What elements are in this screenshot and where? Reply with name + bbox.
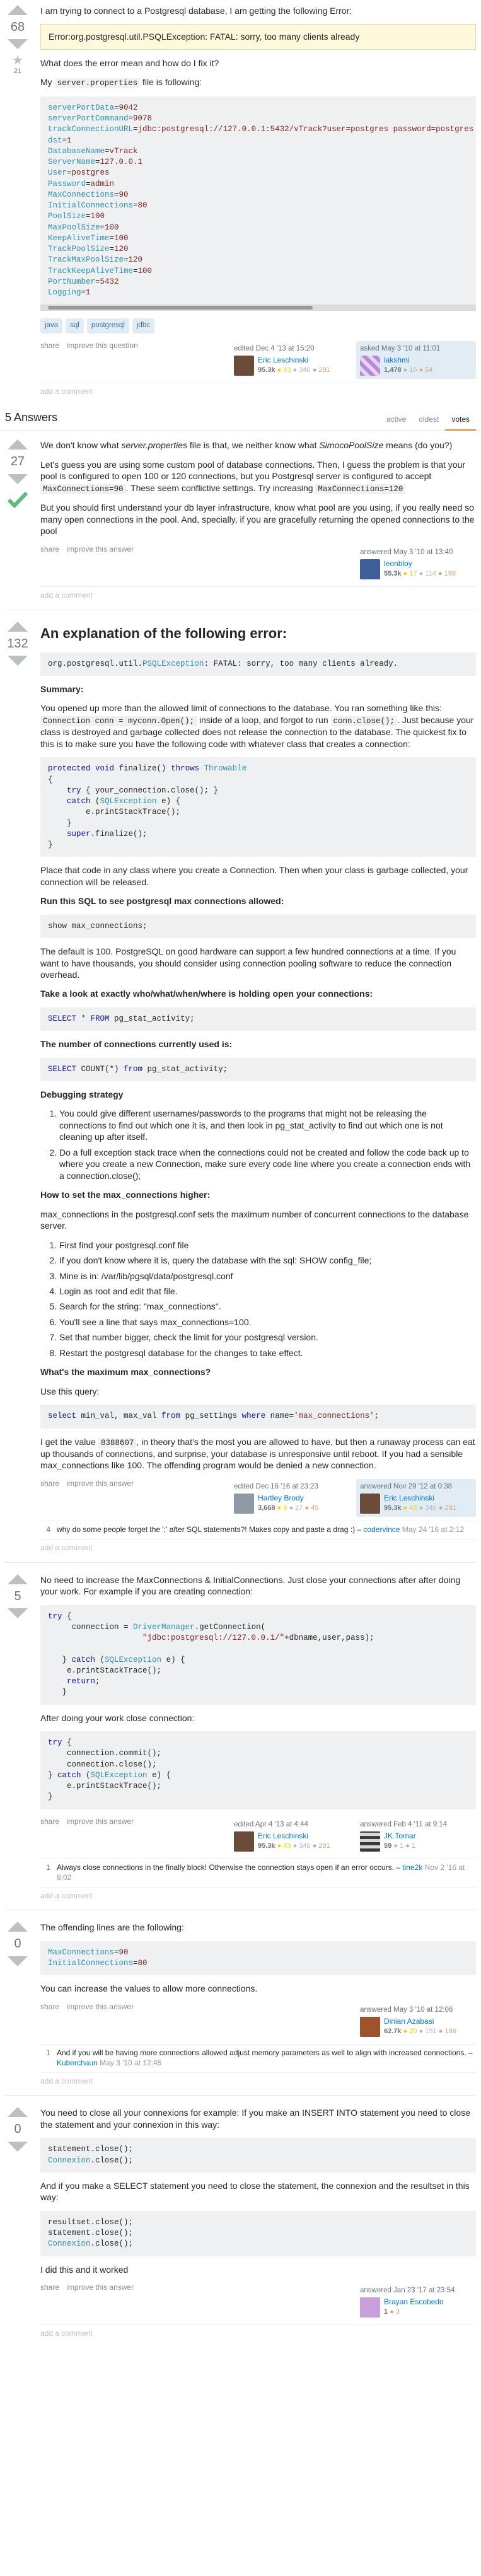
share-link[interactable]: share — [40, 2283, 60, 2292]
user-name[interactable]: Hartley Brody — [258, 1494, 304, 1503]
comment-score: 4 — [46, 1525, 50, 1535]
answer-paragraph: Place that code in any class where you create a Connection. Then when your class is garbage collected, your connection will be released. — [40, 865, 468, 887]
answered-date: answered May 3 '10 at 12:06 — [360, 2005, 453, 2014]
steps-list — [59, 1239, 476, 1359]
tab-oldest[interactable]: oldest — [419, 414, 439, 424]
question-intro: I am trying to connect to a Postgresql database, I am getting the following Error: — [40, 6, 352, 16]
reputation: 95.3k — [258, 1842, 275, 1850]
post-menu — [40, 1479, 139, 1489]
code-block: MaxConnections=90 InitialConnections=80 — [40, 1941, 476, 1976]
comments — [40, 1521, 476, 1562]
upvote-arrow-icon[interactable] — [8, 622, 28, 632]
vote-count: 132 — [7, 636, 28, 651]
user-name[interactable]: lakshmi — [384, 355, 410, 364]
error-code: org.postgresql.util.PSQLException: FATAL: sorry, too many clients already. — [40, 653, 476, 676]
post-menu — [40, 2283, 139, 2293]
file-line: My server.properties file is following: — [40, 77, 202, 88]
avatar[interactable] — [360, 1831, 380, 1852]
avatar[interactable] — [360, 2017, 380, 2037]
reputation: 1 — [384, 2308, 388, 2316]
avatar[interactable] — [360, 2297, 380, 2318]
answer-paragraph: You opened up more than the allowed limit of connections to the database. You ran something like this: Connection conn = myconn.Open(); inside of a loop, and forgot to run conn.close(); . Just because your class is destroyed and garbage collected does not release the connection to the database. The quickest fix to this is to make sure you have the following code with whatever class that creates a connection: — [40, 703, 474, 749]
list-item: 2. If you don't know where it is, query the database with the sql: SHOW config_file; — [59, 1255, 476, 1266]
tag-jdbc[interactable]: jdbc — [132, 318, 154, 333]
heading: The number of connections currently used is: — [40, 1039, 233, 1050]
answer-paragraph: And if you make a SELECT statement you need to close the statement, the connexion and the resultset in this way: — [40, 2180, 470, 2203]
code-block: try { connection = DriverManager.getConnection( "jdbc:postgresql://127.0.0.1/"+dbname,user,pass); } catch (SQLException e) { e.printStackTrace(); return; } — [40, 1605, 476, 1705]
question-vote-cell — [5, 0, 30, 406]
list-item: 5. Search for the string: "max_connections". — [59, 1301, 476, 1312]
comment-user[interactable]: codervince — [363, 1525, 400, 1535]
vote-count: 68 — [10, 20, 25, 34]
upvote-arrow-icon[interactable] — [8, 1922, 28, 1932]
answered-date: answered May 3 '10 at 13:40 — [360, 548, 453, 556]
user-name[interactable]: Eric Leschinski — [384, 1494, 435, 1503]
comment-date[interactable]: May 3 '10 at 12:45 — [100, 2058, 162, 2067]
answer-paragraph: I get the value 8388607 , in theory that's the most you are allowed to have, but then a runaway process can eat up thousands of connections, and surprise, your database is unresponsive until reboot. If you had a sensible max_connections like 100. The offending program would be denied a new connection. — [40, 1436, 475, 1471]
star-icon[interactable]: ★ — [12, 54, 23, 68]
avatar[interactable] — [234, 1494, 254, 1514]
answerer-card: answered Nov 29 '12 at 0:38 Eric Leschinski 95.3k ● 43 ● 340 ● 291 — [356, 1479, 476, 1517]
comments — [40, 2324, 476, 2348]
answer-meta — [40, 2283, 476, 2321]
vote-count: 5 — [14, 1589, 21, 1603]
answer-paragraph: No need to increase the MaxConnections & InitialConnections. Just close your connections after after doing your work. For example if you are creating connection: — [40, 1574, 461, 1597]
vote-count: 0 — [14, 1937, 21, 1951]
post-menu — [40, 2002, 139, 2012]
signatures — [230, 341, 476, 379]
tag-sql[interactable]: sql — [66, 318, 84, 333]
tag-java[interactable]: java — [40, 318, 62, 333]
answer-paragraph: After doing your work close connection: — [40, 1712, 195, 1723]
improve-link[interactable]: improve this question — [66, 340, 138, 350]
downvote-arrow-icon[interactable] — [8, 1956, 28, 1966]
answer-meta — [40, 1479, 476, 1517]
share-link[interactable]: share — [40, 544, 60, 554]
comment-user[interactable]: Kuberchaun — [57, 2058, 98, 2067]
edited-date[interactable]: edited Dec 4 '13 at 15:20 — [234, 344, 315, 352]
add-comment-link[interactable]: add a comment — [40, 1891, 93, 1900]
reputation: 62.7k — [384, 2027, 402, 2035]
improve-link[interactable]: improve this answer — [66, 2002, 134, 2011]
heading: Summary: — [40, 684, 84, 694]
avatar[interactable] — [360, 1494, 380, 1514]
sort-tabs — [380, 410, 476, 431]
editor-card: edited Apr 4 '13 at 4:44 Eric Leschinski 95.3k ● 43 ● 340 ● 291 — [230, 1817, 350, 1855]
comment: 1 Always close connections in the finally block! Otherwise the connection stays open if an error occurs. – tine2k Nov 2 '16 at 8:02 — [40, 1859, 476, 1888]
user-name[interactable]: JK.Tomar — [384, 1831, 416, 1840]
comment: 4 why do some people forget the ';' after SQL statements?! Makes copy and paste a drag :) – codervince May 24 '16 at 2:12 — [40, 1521, 476, 1540]
post-menu — [40, 1817, 139, 1827]
answer-paragraph: But you should first understand your db layer infrastructure, know what pool are you using, if you really need so many open connections in the pool. And, specially, if you are gracefully returning the opened connections to the pool — [40, 502, 475, 537]
upvote-arrow-icon[interactable] — [8, 2107, 28, 2117]
question — [0, 0, 481, 406]
add-comment-link[interactable]: add a comment — [40, 590, 93, 600]
vote-count: 27 — [10, 455, 25, 469]
heading: Take a look at exactly who/what/when/where is holding open your connections: — [40, 989, 373, 999]
reputation: 1,478 — [384, 366, 402, 374]
answer-body — [30, 1569, 476, 1910]
downvote-arrow-icon[interactable] — [8, 1608, 28, 1618]
improve-link[interactable]: improve this answer — [66, 2283, 134, 2292]
downvote-arrow-icon[interactable] — [8, 656, 28, 666]
share-link[interactable]: share — [40, 340, 60, 350]
answer-body — [30, 1917, 476, 2095]
comment-score: 1 — [46, 2048, 50, 2057]
reputation: 59 — [384, 1842, 392, 1850]
comment: 1 And if you will be having more connections allowed adjust memory parameters as well to align with increased connections. – Kuberchaun May 3 '10 at 12:45 — [40, 2045, 476, 2073]
user-name[interactable]: Dinian Azabasi — [384, 2016, 434, 2026]
answer-paragraph: We don't know what server.properties file is that, we neither know what SimocoPoolSize means (do you?) — [40, 440, 453, 451]
reputation: 3,668 — [258, 1504, 275, 1512]
downvote-arrow-icon[interactable] — [8, 474, 28, 484]
answer-title: An explanation of the following error: — [40, 625, 287, 641]
comment-user[interactable]: tine2k — [402, 1862, 423, 1872]
improve-link[interactable]: improve this answer — [66, 544, 134, 554]
code-block: statement.close(); Connexion.close(); — [40, 2138, 476, 2173]
answerer-card: answered May 3 '10 at 13:40 leonbloy 55.3k ● 17 ● 114 ● 198 — [356, 545, 476, 583]
answer-body — [30, 617, 476, 1562]
answer — [0, 1917, 481, 2095]
question-meta — [40, 341, 476, 379]
answer-paragraph: The default is 100. PostgreSQL on good hardware can support a few hundred connections at a time. If you want to have thousands, you should consider using connection pooling software to reduce the connection overhead. — [40, 946, 456, 980]
avatar[interactable] — [234, 1831, 254, 1852]
comment-score: 1 — [46, 1862, 50, 1872]
add-comment-link[interactable]: add a comment — [40, 386, 93, 396]
post-menu — [40, 545, 139, 555]
avatar[interactable] — [360, 559, 380, 579]
answerer-card: answered Jan 23 '17 at 23:54 Brayan Escobedo 1 ● 3 — [356, 2283, 476, 2321]
tag-postgresql[interactable]: postgresql — [87, 318, 129, 333]
upvote-arrow-icon[interactable] — [8, 1574, 28, 1584]
share-link[interactable]: share — [40, 2002, 60, 2011]
answer-paragraph: Use this query: — [40, 1386, 100, 1396]
edited-date[interactable]: edited Dec 16 '16 at 23:23 — [234, 1482, 318, 1490]
list-item: 2. Do a full exception stack trace when the connections could not be created and follow the code back up to where you create a new Connection, make sure every code line where you create a connection ends with a connection.close(); — [59, 1147, 476, 1181]
reputation: 95.3k — [384, 1504, 402, 1512]
answer — [0, 1569, 481, 1910]
editor-card: edited Dec 4 '13 at 15:20 Eric Leschinski 95.3k ● 43 ● 340 ● 291 — [230, 341, 350, 379]
avatar[interactable] — [234, 356, 254, 376]
question-ask: What does the error mean and how do I fix it? — [40, 57, 219, 68]
user-name[interactable]: Eric Leschinski — [258, 1831, 309, 1840]
heading: What's the maximum max_connections? — [40, 1367, 211, 1378]
answer-vote-cell — [5, 1569, 30, 1910]
code-block: SELECT COUNT(*) from pg_stat_activity; — [40, 1058, 476, 1081]
answer-paragraph: I did this and it worked — [40, 2264, 129, 2275]
heading: How to set the max_connections higher: — [40, 1190, 211, 1200]
comments — [40, 1859, 476, 1910]
add-comment-link[interactable]: add a comment — [40, 2076, 93, 2086]
comments — [40, 586, 476, 610]
user-name[interactable]: Eric Leschinski — [258, 355, 309, 364]
share-link[interactable]: share — [40, 1816, 60, 1826]
answer-body — [30, 2102, 476, 2348]
code-block: try { connection.commit(); connection.close(); } catch (SQLException e) { e.printStackTrace(); } — [40, 1731, 476, 1809]
improve-link[interactable]: improve this answer — [66, 1478, 134, 1488]
list-item: 4. Login as root and edit that file. — [59, 1285, 476, 1297]
code-block: protected void finalize() throws Throwable { try { your_connection.close(); } catch (SQLException e) { e.printStackTrace(); } super.finalize(); } — [40, 757, 476, 857]
comment-date[interactable]: May 24 '16 at 2:12 — [402, 1525, 465, 1535]
answer — [0, 2102, 481, 2348]
comment-date[interactable]: Nov 2 '16 at 8:02 — [57, 1862, 465, 1882]
answered-date: answered Jan 23 '17 at 23:54 — [360, 2287, 455, 2295]
heading: Debugging strategy — [40, 1089, 124, 1099]
list-item: 1. First find your postgresql.conf file — [59, 1239, 476, 1251]
answerer-card: answered May 3 '10 at 12:06 Dinian Azabasi 62.7k ● 20 ● 151 ● 186 — [356, 2002, 476, 2040]
tag-list — [40, 318, 476, 333]
favorite-count: 21 — [13, 67, 22, 76]
answered-date: answered Nov 29 '12 at 0:38 — [360, 1482, 453, 1490]
error-message: Error:org.postgresql.util.PSQLException: FATAL: sorry, too many clients already — [40, 24, 476, 49]
list-item: 3. Mine is in: /var/lib/pgsql/data/postgresql.conf — [59, 1270, 476, 1282]
post-menu — [40, 341, 143, 351]
list-item: 7. Set that number bigger, check the limit for your postgresql version. — [59, 1332, 476, 1343]
answer-meta — [40, 545, 476, 583]
share-link[interactable]: share — [40, 1478, 60, 1488]
accepted-check-icon — [7, 490, 28, 508]
answer-paragraph: You need to close all your connexions for example: If you make an INSERT INTO statement you need to close the statement and your connexion in this way: — [40, 2108, 470, 2130]
improve-link[interactable]: improve this answer — [66, 1816, 134, 1826]
code-block: SELECT * FROM pg_stat_activity; — [40, 1007, 476, 1031]
list-item: 1. You could give different usernames/passwords to the programs that might not be releasing the connections to find out which one it is, and then look in pg_stat_activity to find out which one is not cleaning up after itself. — [59, 1108, 476, 1142]
code-block: select min_val, max_val from pg_settings where name='max_connections'; — [40, 1405, 476, 1428]
tab-votes[interactable]: votes — [445, 410, 476, 431]
answer — [0, 617, 481, 1562]
answer-vote-cell — [5, 1917, 30, 2095]
add-comment-link[interactable]: add a comment — [40, 1543, 93, 1552]
answer-vote-cell — [5, 434, 30, 609]
answer-vote-cell — [5, 2102, 30, 2348]
upvote-arrow-icon[interactable] — [8, 439, 28, 450]
answer-meta — [40, 2002, 476, 2040]
answer-paragraph: You can increase the values to allow more connections. — [40, 1983, 258, 1994]
heading: Run this SQL to see postgresql max connections allowed: — [40, 896, 284, 907]
code-block: show max_connections; — [40, 915, 476, 938]
answered-date: answered Feb 4 '11 at 9:14 — [360, 1820, 448, 1828]
answers-header — [0, 410, 481, 431]
answerer-card: answered Feb 4 '11 at 9:14 JK.Tomar 59 ● 1 ● 1 — [356, 1817, 476, 1855]
answer-body — [30, 434, 476, 609]
downvote-arrow-icon[interactable] — [8, 39, 28, 49]
answer-paragraph: max_connections in the postgresql.conf sets the maximum number of concurrent connections to the database server. — [40, 1209, 469, 1231]
answer-paragraph: Let's guess you are using some custom pool of database connections. Then, I guess the problem is that your pool is configured to open 100 or 120 connections, but you Postgresql server is configured to accept MaxConnections=90 . These seem conflictive settings. Try increasing MaxConnections=120 — [40, 459, 466, 494]
list-item: 8. Restart the postgresql database for the changes to take effect. — [59, 1347, 476, 1359]
code-block: resultset.close(); statement.close(); Connexion.close(); — [40, 2211, 476, 2256]
reputation: 95.3k — [258, 366, 275, 374]
editor-card: edited Dec 16 '16 at 23:23 Hartley Brody 3,668 ● 9 ● 27 ● 45 — [230, 1479, 350, 1517]
asker-card: asked May 3 '10 at 11:01 lakshmi 1,478 ● 16 ● 54 — [356, 341, 476, 379]
reputation: 55.3k — [384, 569, 402, 577]
comments — [40, 2044, 476, 2095]
answers-count: 5 Answers — [5, 410, 58, 424]
asked-date: asked May 3 '10 at 11:01 — [360, 344, 441, 352]
answer-meta — [40, 1817, 476, 1855]
answer-vote-cell — [5, 617, 30, 1562]
comments — [40, 383, 476, 406]
upvote-arrow-icon[interactable] — [8, 5, 28, 15]
file-name: server.properties — [55, 78, 141, 88]
tab-active[interactable]: active — [386, 414, 407, 424]
question-body — [30, 0, 476, 406]
answer — [0, 434, 481, 609]
edited-date[interactable]: edited Apr 4 '13 at 4:44 — [234, 1820, 308, 1828]
downvote-arrow-icon[interactable] — [8, 2142, 28, 2152]
user-name[interactable]: leonbloy — [384, 559, 412, 568]
list-item: 6. You'll see a line that says max_connections=100. — [59, 1316, 476, 1328]
horizontal-scrollbar[interactable] — [40, 305, 476, 311]
config-code: serverPortData=9042 serverPortCommand=9078 trackConnectionURL=jdbc:postgresql://127.0.0.1:5432/vTrack?user=postgres password=postgres dst=1 DatabaseName=vTrack ServerName=127.0.0.1 User=postgres Password=admin MaxConnections=90 InitialConnections=80 PoolSize=100 MaxPoolSize=100 KeepAliveTime=100 TrackPoolSize=120 TrackMaxPoolSize=120 TrackKeepAliveTime=100 PortNumber=5432 Logging=1 — [40, 96, 476, 305]
vote-count: 0 — [14, 2122, 21, 2137]
answer-paragraph: The offending lines are the following: — [40, 1922, 184, 1933]
debug-list — [59, 1108, 476, 1181]
add-comment-link[interactable]: add a comment — [40, 2329, 93, 2338]
user-name[interactable]: Brayan Escobedo — [384, 2297, 444, 2307]
avatar[interactable] — [360, 356, 380, 376]
